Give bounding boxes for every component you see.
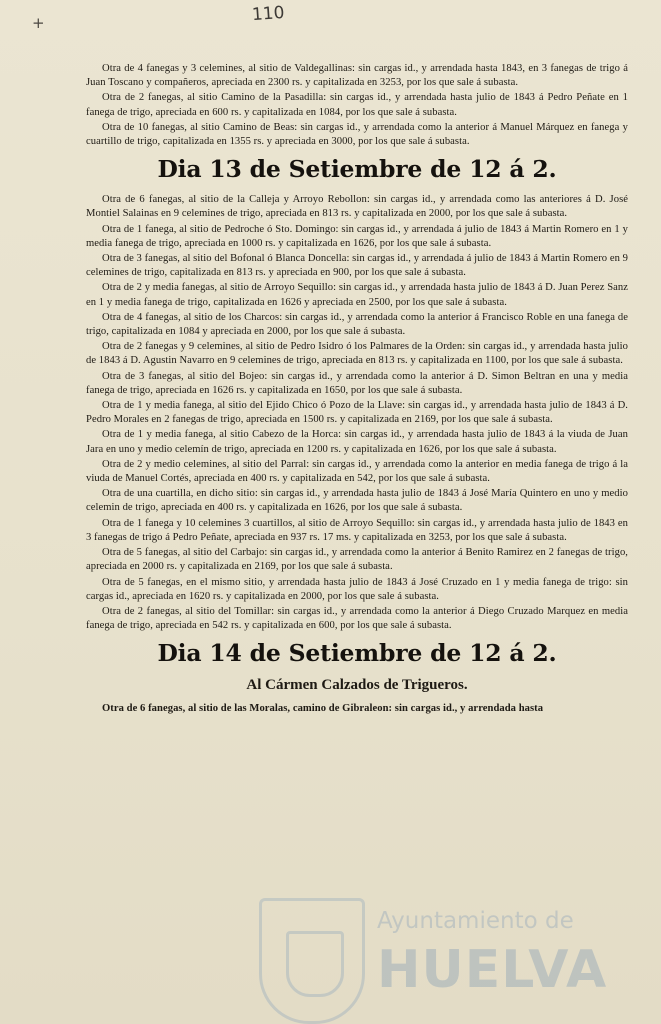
entry-paragraph: Otra de 5 fanegas, en el mismo sitio, y arrendada hasta julio de 1843 á José Cruzado en 1 y media fanega de trigo: sin cargas id., apreciada en 1620 rs. y capitalizada en 2000, por los que sale á subasta. <box>86 576 628 602</box>
watermark-logo <box>255 888 655 1023</box>
entry-paragraph: Otra de 1 y media fanega, al sitio del Ejido Chico ó Pozo de la Llave: sin cargas id., y arrendada hasta julio de 1843 á D. Pedro Morales en 2 fanegas de trigo, apreciada en 1500 rs. y capitalizada en 2169, por los que sale á subasta. <box>86 400 628 426</box>
entry-paragraph: Otra de 6 fanegas, al sitio de las Moralas, camino de Gibraleon: sin cargas id., y arrendada hasta <box>102 703 544 715</box>
watermark-big-text: HUELVA <box>377 940 608 1000</box>
entry-paragraph: Otra de 4 fanegas, al sitio de los Charcos: sin cargas id., y arrendada como la anterior á Francisco Roble en una fanega de trigo, capitalizada en 1084 y apreciada en 2000, por los que sale á subasta. <box>86 311 628 338</box>
entries-top <box>86 62 628 149</box>
entry-paragraph: Otra de 1 fanega, al sitio de Pedroche ó Sto. Domingo: sin cargas id., y arrendada á julio de 1843 á Martin Romero en 1 y media fanega de trigo, apreciada en 1000 rs. y capitalizada en 1626, por los que sale á subasta. <box>86 223 628 249</box>
entry-paragraph: Otra de 2 y medio celemines, al sitio del Parral: sin cargas id., y arrendada como la anterior en media fanega de trigo á la viuda de Manuel Cortés, apreciada en 400 rs. y capitalizada en 542, por los que sale á subasta. <box>86 458 628 485</box>
entry-paragraph: Otra de 4 fanegas y 3 celemines, al sitio de Valdegallinas: sin cargas id., y arrendada hasta 1843, en 3 fanegas de trigo á Juan Toscano y compañeros, apreciada en 2300 rs. y capitalizada en 3253, por los que sale á subasta. <box>86 63 628 89</box>
entry-paragraph: Otra de 1 fanega y 10 celemines 3 cuartillos, al sitio de Arroyo Sequillo: sin cargas id., y arrendada hasta julio de 1843 en 3 fanegas de trigo á Pedro Peñate, apreciada en 937 rs. 17 ms. y capitalizada en 3253, por los que sale á subasta. <box>86 517 628 543</box>
entry-paragraph: Otra de 5 fanegas, al sitio del Carbajo: sin cargas id., y arrendada como la anterior á Benito Ramirez en 2 fanegas de trigo, apreciada en 2000 rs. y capitalizada en 2169, por los que sale á subasta. <box>86 547 628 573</box>
entry-paragraph: Otra de 3 fanegas, al sitio del Bojeo: sin cargas id., y arrendada como la anterior á D. Simon Beltran en una y media fanega de trigo, apreciada en 1626 rs. y capitalizada en 1650, por los que sale á subasta. <box>86 370 628 396</box>
entry-paragraph: Otra de 2 fanegas, al sitio Camino de la Pasadilla: sin cargas id., y arrendada hasta julio de 1843 á Pedro Peñate en 1 fanega de trigo, apreciada en 600 rs. y capitalizada en 1084, por los que sale á subasta. <box>86 92 628 118</box>
corner-mark: + <box>32 14 45 32</box>
entry-paragraph: Otra de 6 fanegas, al sitio de la Calleja y Arroyo Rebollon: sin cargas id., y arrendada como las anteriores á D. José Montiel Salainas en 9 celemines de trigo, apreciada en 813 rs. y capitalizada en 2000, por los que sale á subasta. <box>86 194 628 220</box>
day-13-heading: Dia 13 de Setiembre de 12 á 2. <box>157 155 557 184</box>
entry-paragraph: Otra de 2 y media fanegas, al sitio de Arroyo Sequillo: sin cargas id., y arrendada hasta julio de 1843 á D. Juan Perez Sanz en 1 y media fanega de trigo, capitalizada en 1626 y apreciada en 2500, por los que sale á subasta. <box>86 282 628 308</box>
day-14-subheading: Al Cármen Calzados de Trigueros. <box>246 677 468 694</box>
entries-day-13 <box>86 193 628 633</box>
shield-icon <box>259 898 365 1024</box>
day-14-heading: Dia 14 de Setiembre de 12 á 2. <box>157 639 557 668</box>
entry-paragraph: Otra de una cuartilla, en dicho sitio: sin cargas id., y arrendada hasta julio de 1843 á José María Quintero en uno y medio celemin de trigo, apreciada en 400 rs. y capitalizada en 1626, por los que sale á subasta. <box>86 488 628 514</box>
shield-inner-shape <box>286 931 344 997</box>
document-body <box>86 62 628 718</box>
entry-paragraph: Otra de 2 fanegas y 9 celemines, al sitio de Pedro Isidro ó los Palmares de la Orden: sin cargas id., y arrendada hasta julio de 1843 á D. Agustin Navarro en 9 celemines de trigo, apreciada en 813 rs. y capitalizada en 1100, por los que sale á subasta. <box>86 341 628 367</box>
entry-paragraph: Otra de 3 fanegas, al sitio del Bofonal ó Blanca Doncella: sin cargas id., y arrendada á julio de 1843 á Martin Romero en 9 celemines de trigo, capitalizada en 813 rs. y apreciada en 900, por los que sale á subasta. <box>86 253 628 279</box>
watermark-small-text: Ayuntamiento de <box>377 908 574 934</box>
entry-paragraph: Otra de 2 fanegas, al sitio del Tomillar: sin cargas id., y arrendada como la anterior á Diego Cruzado Marquez en media fanega de trigo, apreciada en 542 rs. y capitalizada en 600, por los que sale á subasta. <box>86 605 628 632</box>
folio-number: 110 <box>251 2 286 26</box>
entry-paragraph: Otra de 10 fanegas, al sitio Camino de Beas: sin cargas id., y arrendada como la anterior á Manuel Márquez en fanega y cuartillo de trigo, capitalizada en 1355 rs. y apreciada en 3000, por los que sale á subasta. <box>86 121 628 148</box>
entry-paragraph: Otra de 1 y media fanega, al sitio Cabezo de la Horca: sin cargas id., y arrendada hasta julio de 1843 á la viuda de Juan Jara en uno y medio celemín de trigo, apreciada en 1200 rs. y capitalizada en 1626, por los que sale á subasta. <box>86 429 628 455</box>
